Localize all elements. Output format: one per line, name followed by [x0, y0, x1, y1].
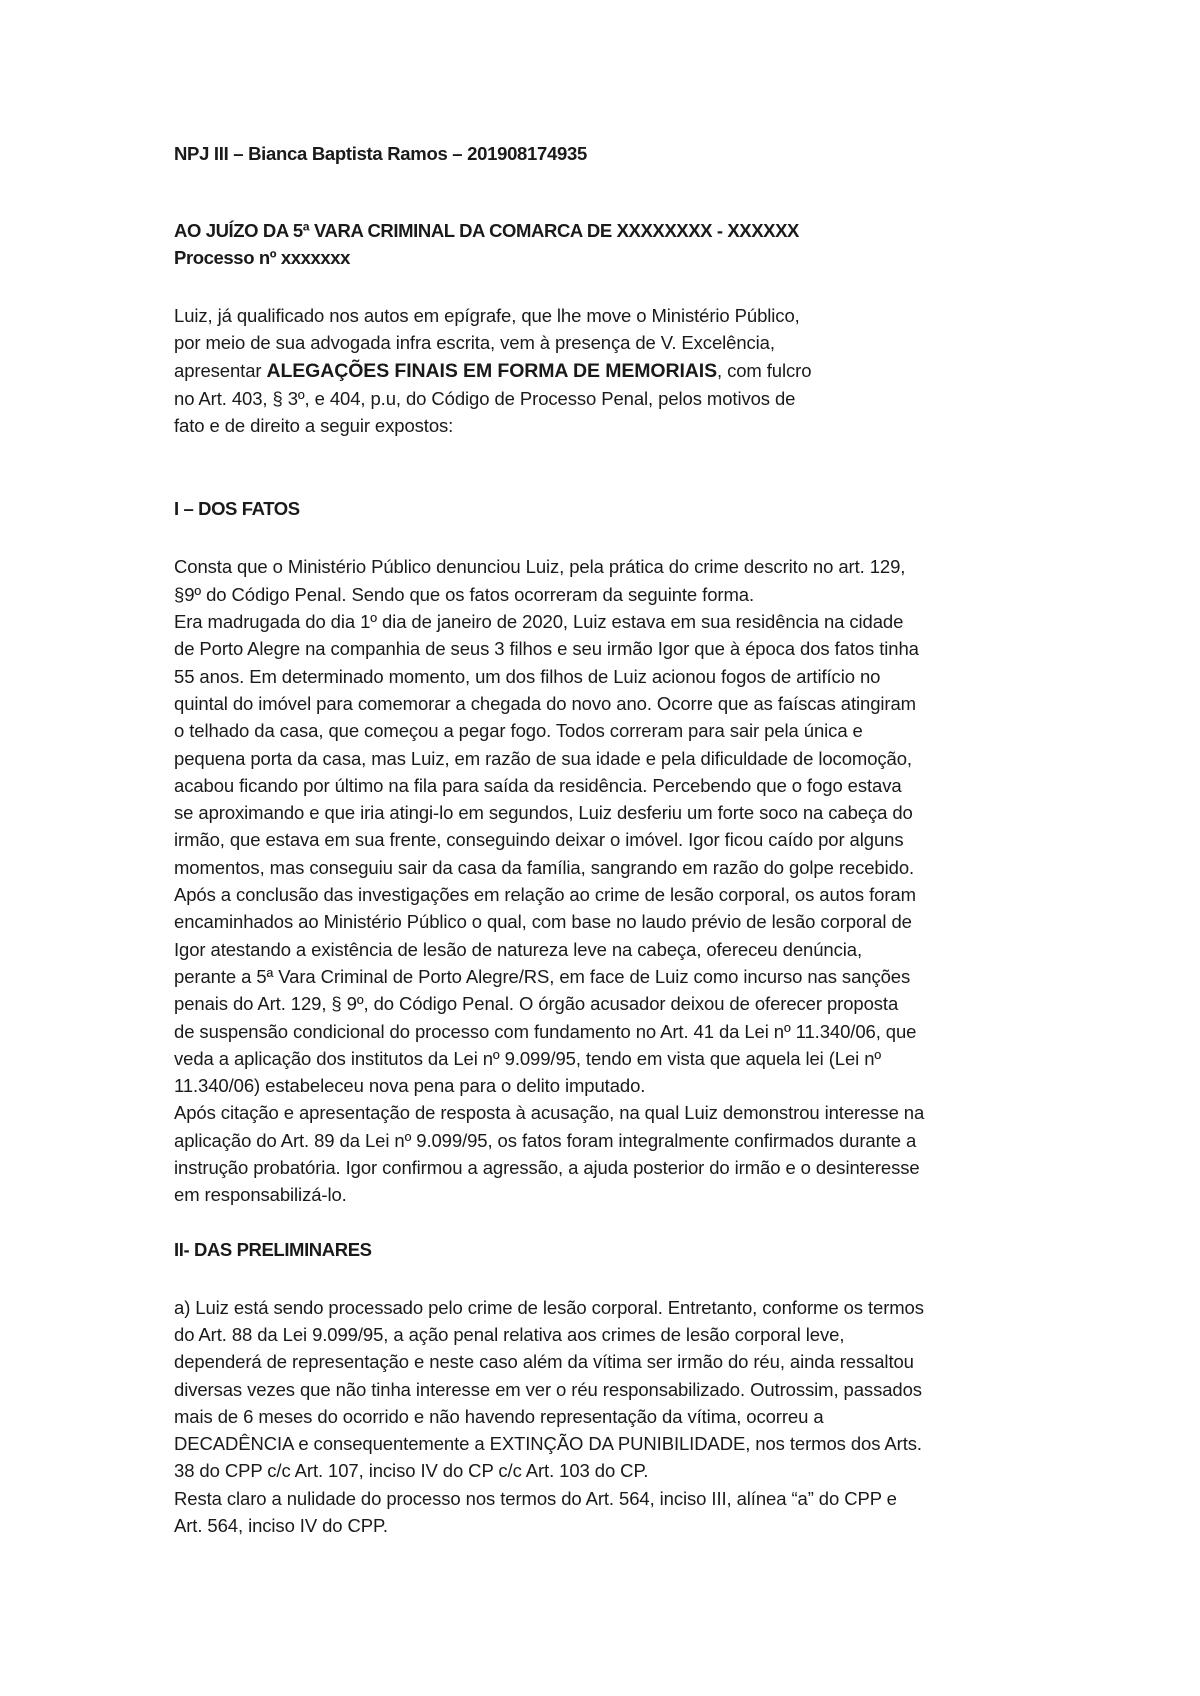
section-heading-fatos: I – DOS FATOS: [174, 498, 300, 520]
fatos-paragraph: [174, 553, 1054, 1208]
body-line: se aproximando e que iria atingi-lo em segundos, Luiz desferiu um forte soco na cabeça do: [174, 802, 913, 824]
body-line: a) Luiz está sendo processado pelo crime de lesão corporal. Entretanto, conforme os termos: [174, 1296, 924, 1318]
body-line: em responsabilizá-lo.: [174, 1184, 347, 1206]
intro-line: Luiz, já qualificado nos autos em epígrafe, que lhe move o Ministério Público,: [174, 305, 800, 326]
body-line: momentos, mas conseguiu sair da casa da família, sangrando em razão do golpe recebido.: [174, 856, 915, 878]
body-line: encaminhados ao Ministério Público o qual, com base no laudo prévio de lesão corporal de: [174, 911, 912, 933]
body-line: pequena porta da casa, mas Luiz, em razão de sua idade e pela dificuldade de locomoção,: [174, 747, 912, 769]
intro-line: por meio de sua advogada infra escrita, vem à presença de V. Excelência,: [174, 332, 775, 354]
section-heading-preliminares: II- DAS PRELIMINARES: [174, 1238, 372, 1260]
intro-line: fato e de direito a seguir expostos:: [174, 415, 454, 437]
preliminares-paragraph: [174, 1294, 1054, 1540]
body-line: o telhado da casa, que começou a pegar fogo. Todos correram para sair pela única e: [174, 720, 863, 742]
body-line: do Art. 88 da Lei 9.099/95, a ação penal relativa aos crimes de lesão corporal leve,: [174, 1323, 845, 1345]
body-line: Após a conclusão das investigações em relação ao crime de lesão corporal, os autos foram: [174, 884, 916, 906]
process-number: Processo nº xxxxxxx: [174, 247, 351, 268]
intro-line: [174, 357, 1054, 385]
body-line: aplicação do Art. 89 da Lei nº 9.099/95, os fatos foram integralmente confirmados durante a: [174, 1129, 917, 1151]
body-line: §9º do Código Penal. Sendo que os fatos ocorreram da seguinte forma.: [174, 583, 754, 605]
body-line: Consta que o Ministério Público denunciou Luiz, pela prática do crime descrito no art. 129,: [174, 556, 906, 578]
body-line: penais do Art. 129, § 9º, do Código Penal. O órgão acusador deixou de oferecer proposta: [174, 993, 899, 1015]
court-addressee: AO JUÍZO DA 5ª VARA CRIMINAL DA COMARCA DE XXXXXXXX - XXXXXX: [174, 220, 799, 241]
intro-paragraph: [174, 302, 1054, 439]
body-line: Após citação e apresentação de resposta à acusação, na qual Luiz demonstrou interesse na: [174, 1102, 925, 1124]
body-line: 11.340/06) estabeleceu nova pena para o delito imputado.: [174, 1075, 646, 1097]
body-line: Igor atestando a existência de lesão de natureza leve na cabeça, ofereceu denúncia,: [174, 938, 862, 960]
body-line: diversas vezes que não tinha interesse em ver o réu responsabilizado. Outrossim, passados: [174, 1378, 922, 1400]
body-line: 38 do CPP c/c Art. 107, inciso IV do CP c/c Art. 103 do CP.: [174, 1460, 649, 1482]
body-line: de Porto Alegre na companhia de seus 3 filhos e seu irmão Igor que à época dos fatos tinha: [174, 638, 919, 660]
body-line: Era madrugada do dia 1º dia de janeiro de 2020, Luiz estava em sua residência na cidade: [174, 611, 904, 633]
document-page: [174, 140, 1054, 1539]
body-line: acabou ficando por último na fila para saída da residência. Percebendo que o fogo estava: [174, 774, 902, 796]
court-address-block: [174, 217, 1054, 271]
document-header: NPJ III – Bianca Baptista Ramos – 201908174935: [174, 143, 587, 164]
body-line: perante a 5ª Vara Criminal de Porto Alegre/RS, em face de Luiz como incurso nas sanções: [174, 965, 911, 987]
memoriais-emphasis: ALEGAÇÕES FINAIS EM FORMA DE MEMORIAIS: [266, 359, 717, 382]
body-line: 55 anos. Em determinado momento, um dos filhos de Luiz acionou fogos de artifício no: [174, 665, 881, 687]
intro-line: no Art. 403, § 3º, e 404, p.u, do Código de Processo Penal, pelos motivos de: [174, 387, 796, 409]
intro-text: apresentar: [174, 359, 267, 381]
body-line: Art. 564, inciso IV do CPP.: [174, 1514, 388, 1536]
body-line: DECADÊNCIA e consequentemente a EXTINÇÃO DA PUNIBILIDADE, nos termos dos Arts.: [174, 1433, 922, 1455]
intro-text: , com fulcro: [716, 359, 812, 381]
body-line: de suspensão condicional do processo com fundamento no Art. 41 da Lei nº 11.340/06, que: [174, 1020, 917, 1042]
body-line: veda a aplicação dos institutos da Lei nº 9.099/95, tendo em vista que aquela lei (Lei nº: [174, 1047, 882, 1069]
body-line: irmão, que estava em sua frente, conseguindo deixar o imóvel. Igor ficou caído por alguns: [174, 829, 904, 851]
body-line: Resta claro a nulidade do processo nos termos do Art. 564, inciso III, alínea “a” do CPP e: [174, 1487, 897, 1509]
body-line: mais de 6 meses do ocorrido e não havendo representação da vítima, ocorreu a: [174, 1405, 824, 1427]
body-line: quintal do imóvel para comemorar a chegada do novo ano. Ocorre que as faíscas atingiram: [174, 692, 916, 714]
body-line: instrução probatória. Igor confirmou a agressão, a ajuda posterior do irmão e o desinteresse: [174, 1157, 920, 1179]
body-line: dependerá de representação e neste caso além da vítima ser irmão do réu, ainda ressaltou: [174, 1351, 914, 1373]
